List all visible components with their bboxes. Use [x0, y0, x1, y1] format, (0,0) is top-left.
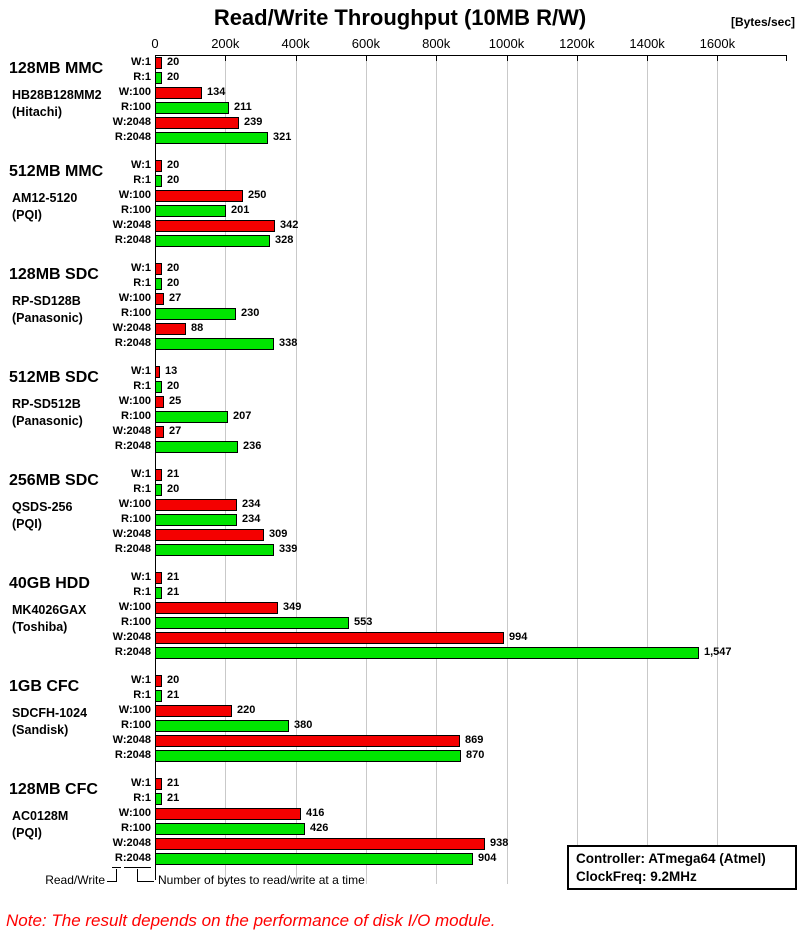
bar-value-label: 426	[310, 822, 329, 834]
bar-value-label: 870	[466, 749, 485, 761]
bar-value-label: 21	[167, 571, 180, 583]
controller-info-box	[567, 845, 797, 890]
bar-value-label: 20	[167, 483, 180, 495]
row-label-R:1: R:1	[133, 174, 151, 186]
bar-value-label: 21	[167, 777, 180, 789]
bar-value-label: 20	[167, 159, 180, 171]
bar-value-label: 211	[234, 101, 252, 113]
read-bar	[155, 411, 228, 423]
row-label-R:2048: R:2048	[114, 131, 151, 143]
group-vendor-2: (Panasonic)	[12, 311, 83, 325]
bar-value-label: 20	[167, 56, 180, 68]
axis-tick-600k	[366, 55, 367, 61]
write-bar	[155, 735, 460, 747]
axis-tick-1000k	[507, 55, 508, 61]
write-bar	[155, 426, 164, 438]
row-label-W:1: W:1	[131, 468, 151, 480]
bar-value-label: 239	[244, 116, 263, 128]
read-bar	[155, 514, 237, 526]
write-bar	[155, 293, 164, 305]
write-bar	[155, 220, 275, 232]
write-bar	[155, 87, 202, 99]
axis-unit-label: [Bytes/sec]	[730, 15, 795, 29]
row-label-R:100: R:100	[121, 822, 151, 834]
group-model-3: RP-SD512B	[12, 397, 81, 411]
axis-tick-label-0: 0	[151, 36, 159, 51]
group-model-5: MK4026GAX	[12, 603, 87, 617]
group-model-2: RP-SD128B	[12, 294, 81, 308]
write-bar	[155, 396, 164, 408]
axis-tick-1400k	[647, 55, 648, 61]
group-model-4: QSDS-256	[12, 500, 73, 514]
group-vendor-5: (Toshiba)	[12, 620, 68, 634]
write-bar	[155, 675, 162, 687]
bar-value-label: 994	[509, 631, 528, 643]
row-label-R:2048: R:2048	[114, 646, 151, 658]
bar-value-label: 230	[241, 307, 260, 319]
read-bar	[155, 484, 162, 496]
bar-value-label: 201	[231, 204, 250, 216]
bar-value-label: 416	[306, 807, 325, 819]
bar-value-label: 220	[237, 704, 256, 716]
axis-tick-800k	[436, 55, 437, 61]
group-vendor-3: (Panasonic)	[12, 414, 83, 428]
bytes-bracket	[137, 869, 154, 882]
read-bar	[155, 617, 349, 629]
read-bar	[155, 205, 226, 217]
bar-value-label: 207	[233, 410, 252, 422]
row-label-W:2048: W:2048	[112, 219, 151, 231]
bar-value-label: 20	[167, 71, 180, 83]
group-name-5: 40GB HDD	[9, 575, 90, 592]
write-bar	[155, 705, 232, 717]
bar-value-label: 553	[354, 616, 373, 628]
row-label-W:100: W:100	[118, 704, 151, 716]
bar-value-label: 904	[478, 852, 497, 864]
bar-value-label: 938	[490, 837, 509, 849]
read-bar	[155, 308, 236, 320]
bar-value-label: 321	[273, 131, 292, 143]
bar-value-label: 338	[279, 337, 298, 349]
bytes-legend-label: Number of bytes to read/write at a time	[158, 873, 365, 887]
bar-value-label: 25	[169, 395, 182, 407]
bar-value-label: 309	[269, 528, 288, 540]
read-write-underline	[112, 867, 121, 868]
axis-tick-label-1600k: 1600k	[699, 36, 736, 51]
write-bar	[155, 499, 237, 511]
bar-value-label: 250	[248, 189, 267, 201]
row-label-W:1: W:1	[131, 777, 151, 789]
row-label-W:100: W:100	[118, 498, 151, 510]
group-name-0: 128MB MMC	[9, 60, 104, 77]
bar-value-label: 342	[280, 219, 299, 231]
write-bar	[155, 263, 162, 275]
axis-tick-label-1000k: 1000k	[488, 36, 525, 51]
row-label-R:2048: R:2048	[114, 852, 151, 864]
row-label-W:2048: W:2048	[112, 734, 151, 746]
bar-value-label: 20	[167, 277, 180, 289]
group-vendor-4: (PQI)	[12, 517, 42, 531]
write-bar	[155, 117, 239, 129]
row-label-W:2048: W:2048	[112, 116, 151, 128]
bar-value-label: 88	[191, 322, 204, 334]
bar-value-label: 20	[167, 262, 180, 274]
row-label-W:100: W:100	[118, 395, 151, 407]
group-vendor-7: (PQI)	[12, 826, 42, 840]
row-label-W:100: W:100	[118, 807, 151, 819]
row-label-W:1: W:1	[131, 365, 151, 377]
bar-value-label: 134	[207, 86, 226, 98]
write-bar	[155, 57, 162, 69]
group-name-3: 512MB SDC	[9, 369, 99, 386]
row-label-W:1: W:1	[131, 262, 151, 274]
group-name-6: 1GB CFC	[9, 678, 80, 695]
row-label-W:1: W:1	[131, 674, 151, 686]
group-model-6: SDCFH-1024	[12, 706, 88, 720]
read-bar	[155, 544, 274, 556]
axis-tick-label-1400k: 1400k	[629, 36, 665, 51]
row-label-R:100: R:100	[121, 101, 151, 113]
row-label-R:100: R:100	[121, 307, 151, 319]
row-label-W:2048: W:2048	[112, 528, 151, 540]
row-label-R:1: R:1	[133, 792, 151, 804]
read-bar	[155, 132, 268, 144]
read-bar	[155, 338, 274, 350]
row-label-W:1: W:1	[131, 159, 151, 171]
bar-value-label: 20	[167, 380, 180, 392]
read-bar	[155, 102, 229, 114]
gridline-1400k	[647, 55, 648, 884]
read-bar	[155, 720, 289, 732]
group-vendor-6: (Sandisk)	[12, 723, 69, 737]
write-bar	[155, 808, 301, 820]
write-bar	[155, 160, 162, 172]
read-bar	[155, 278, 162, 290]
row-label-R:100: R:100	[121, 616, 151, 628]
bar-value-label: 380	[294, 719, 313, 731]
row-label-R:1: R:1	[133, 483, 151, 495]
read-bar	[155, 175, 162, 187]
write-bar	[155, 572, 162, 584]
axis-tick-label-1200k: 1200k	[559, 36, 595, 51]
bar-value-label: 234	[242, 498, 261, 510]
read-bar	[155, 235, 270, 247]
x-axis-line	[155, 55, 787, 56]
read-bar	[155, 587, 162, 599]
bar-value-label: 27	[169, 292, 182, 304]
write-bar	[155, 190, 243, 202]
row-label-R:2048: R:2048	[114, 749, 151, 761]
read-bar	[155, 823, 305, 835]
group-name-2: 128MB SDC	[9, 266, 99, 283]
controller-info-line1: Controller: ATmega64 (Atmel)	[576, 851, 766, 866]
read-bar	[155, 750, 461, 762]
group-vendor-0: (Hitachi)	[12, 105, 62, 119]
axis-end-tick	[786, 55, 787, 61]
bar-value-label: 234	[242, 513, 261, 525]
row-label-R:2048: R:2048	[114, 337, 151, 349]
row-label-W:100: W:100	[118, 189, 151, 201]
bar-value-label: 349	[283, 601, 302, 613]
write-bar	[155, 323, 186, 335]
group-name-1: 512MB MMC	[9, 163, 104, 180]
group-model-7: AC0128M	[12, 809, 69, 823]
read-bar	[155, 647, 699, 659]
write-bar	[155, 838, 485, 850]
read-write-bracket	[107, 869, 117, 882]
bar-value-label: 328	[275, 234, 294, 246]
bar-value-label: 27	[169, 425, 182, 437]
bar-value-label: 21	[167, 468, 180, 480]
axis-tick-400k	[296, 55, 297, 61]
read-bar	[155, 72, 162, 84]
row-label-R:1: R:1	[133, 277, 151, 289]
bar-value-label: 21	[167, 792, 180, 804]
row-label-W:2048: W:2048	[112, 631, 151, 643]
group-name-4: 256MB SDC	[9, 472, 99, 489]
bar-value-label: 21	[167, 586, 180, 598]
row-label-W:1: W:1	[131, 56, 151, 68]
axis-tick-1200k	[577, 55, 578, 61]
bar-value-label: 1,547	[704, 646, 732, 658]
gridline-1000k	[507, 55, 508, 884]
group-vendor-1: (PQI)	[12, 208, 42, 222]
bar-value-label: 339	[279, 543, 298, 555]
axis-tick-label-600k: 600k	[351, 36, 380, 51]
write-bar	[155, 778, 162, 790]
read-bar	[155, 853, 473, 865]
group-name-7: 128MB CFC	[9, 781, 98, 798]
row-label-R:100: R:100	[121, 719, 151, 731]
write-bar	[155, 602, 278, 614]
row-label-R:1: R:1	[133, 71, 151, 83]
row-label-R:2048: R:2048	[114, 234, 151, 246]
group-model-1: AM12-5120	[12, 191, 78, 205]
axis-tick-1600k	[717, 55, 718, 61]
write-bar	[155, 366, 160, 378]
row-label-W:100: W:100	[118, 292, 151, 304]
row-label-W:2048: W:2048	[112, 425, 151, 437]
gridline-1600k	[717, 55, 718, 884]
row-label-R:100: R:100	[121, 410, 151, 422]
write-bar	[155, 529, 264, 541]
gridline-1200k	[577, 55, 578, 884]
chart-title: Read/Write Throughput (10MB R/W)	[213, 5, 587, 30]
row-label-R:2048: R:2048	[114, 543, 151, 555]
read-bar	[155, 381, 162, 393]
axis-tick-label-200k: 200k	[211, 36, 240, 51]
footnote: Note: The result depends on the performance of disk I/O module.	[6, 911, 496, 930]
read-write-legend-label: Read/Write	[45, 873, 105, 887]
bar-value-label: 20	[167, 674, 180, 686]
bar-value-label: 869	[465, 734, 484, 746]
row-label-W:2048: W:2048	[112, 322, 151, 334]
read-bar	[155, 690, 162, 702]
row-label-R:1: R:1	[133, 380, 151, 392]
bar-value-label: 21	[167, 689, 180, 701]
bytes-underline	[124, 867, 151, 868]
row-label-R:100: R:100	[121, 513, 151, 525]
row-label-R:100: R:100	[121, 204, 151, 216]
write-bar	[155, 632, 504, 644]
axis-tick-label-400k: 400k	[281, 36, 310, 51]
group-model-0: HB28B128MM2	[12, 88, 102, 102]
read-bar	[155, 793, 162, 805]
row-label-R:1: R:1	[133, 689, 151, 701]
row-label-R:2048: R:2048	[114, 440, 151, 452]
row-label-W:1: W:1	[131, 571, 151, 583]
bar-value-label: 236	[243, 440, 262, 452]
axis-tick-200k	[225, 55, 226, 61]
controller-info-line2: ClockFreq: 9.2MHz	[576, 868, 697, 884]
row-label-W:100: W:100	[118, 601, 151, 613]
row-label-W:2048: W:2048	[112, 837, 151, 849]
write-bar	[155, 469, 162, 481]
row-label-R:1: R:1	[133, 586, 151, 598]
bar-value-label: 13	[165, 365, 178, 377]
read-bar	[155, 441, 238, 453]
bar-value-label: 20	[167, 174, 180, 186]
row-label-W:100: W:100	[118, 86, 151, 98]
axis-tick-label-800k: 800k	[422, 36, 451, 51]
